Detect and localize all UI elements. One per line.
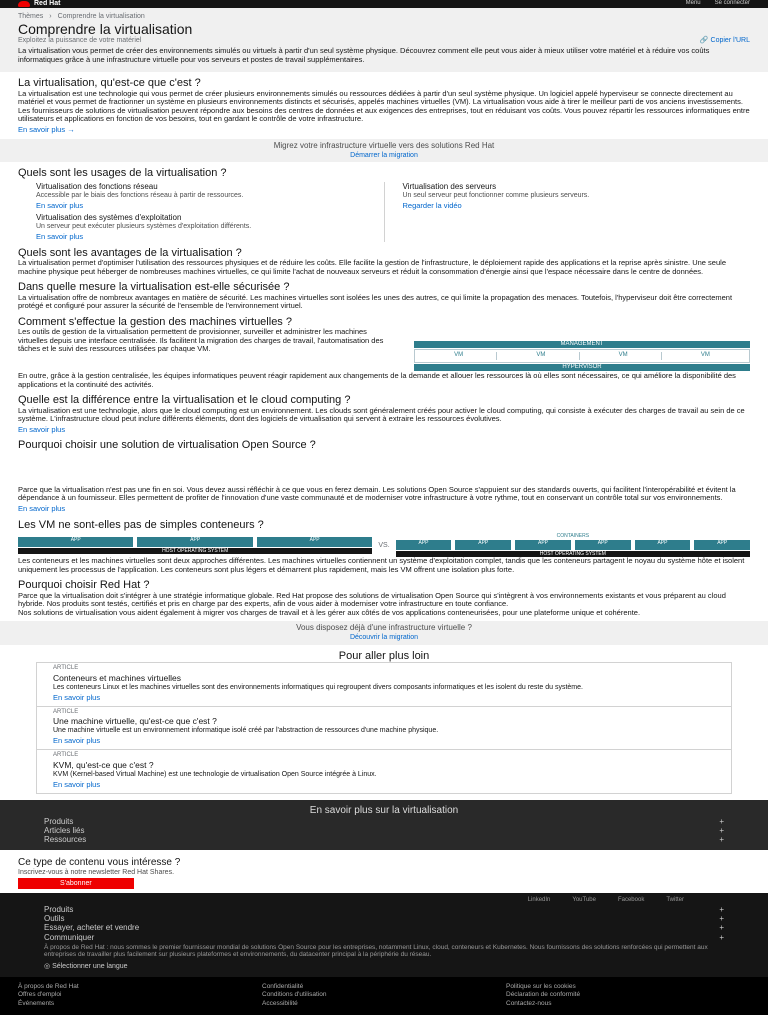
vm-vs-containers-diagram	[18, 533, 750, 557]
banner-text: Vous disposez déjà d'une infrastructure virtuelle ?	[296, 623, 472, 633]
management-layer: MANAGEMENT	[414, 341, 750, 348]
section-paragraph: La virtualisation offre de nombreux avantages en matière de sécurité. Les machines virtuelles sont isolées les unes des autres, ce qui limite la propagation des menaces. Toutefois, l'hyperviseur doit être correctement protégé et configuré pour assurer la sécurité de l'ensemble de l'environnement virtuel.	[18, 292, 733, 311]
related-card[interactable]	[36, 749, 732, 794]
page-intro: La virtualisation vous permet de créer des environnements simulés ou virtuels à partir d'un seul système physique. Découvrez comment elle peut vous aider à mieux utiliser votre matériel et à réduire vos coûts informatiques grâce à une infrastructure virtuelle pour vos serveurs et postes de travail supplémentaires.	[18, 46, 710, 64]
card-title: KVM, qu'est-ce que c'est ?	[53, 759, 154, 770]
migration-banner	[0, 139, 768, 162]
section-heading-benefits: Quels sont les avantages de la virtualisation ?	[18, 246, 242, 259]
red-hat-logo[interactable]	[18, 0, 60, 9]
vm-box: VM	[700, 352, 710, 359]
plus-icon: +	[719, 825, 724, 835]
footer-accordion-item[interactable]	[44, 905, 724, 914]
section-heading-open-source: Pourquoi choisir une solution de virtualisation Open Source ?	[18, 439, 316, 452]
banner-link[interactable]: Démarrer la migration	[350, 152, 418, 159]
card-kind: ARTICLE	[53, 708, 79, 715]
legal-link[interactable]: Contactez-nous	[506, 999, 552, 1007]
plus-icon: +	[719, 904, 724, 914]
page-subtitle: Exploitez la puissance de votre matériel	[18, 37, 142, 45]
accordion-label: Ressources	[44, 835, 87, 844]
app-box: APP	[396, 540, 452, 550]
card-title: Une machine virtuelle, qu'est-ce que c'est ?	[53, 716, 217, 727]
card-kind: ARTICLE	[53, 665, 79, 672]
existing-infrastructure-banner	[0, 621, 768, 644]
plus-icon: +	[719, 914, 724, 924]
vm-box: VM	[503, 352, 579, 360]
breadcrumb-current: Comprendre la virtualisation	[57, 13, 145, 20]
breadcrumb-separator-icon: ›	[49, 13, 52, 20]
facebook-icon[interactable]: Facebook	[617, 897, 645, 904]
use-title: Virtualisation des serveurs	[402, 181, 497, 191]
section-heading-what-is: La virtualisation, qu'est-ce que c'est ?	[18, 77, 201, 90]
footer-accordion-item[interactable]	[44, 914, 724, 923]
related-content	[0, 651, 768, 794]
section-heading-cloud: Quelle est la différence entre la virtualisation et le cloud computing ?	[18, 394, 351, 407]
banner-link[interactable]: Découvrir la migration	[349, 634, 419, 642]
learn-more-link[interactable]: En savoir plus	[53, 736, 101, 746]
use-title: Virtualisation des systèmes d'exploitation	[36, 212, 182, 222]
section-heading-security: Dans quelle mesure la virtualisation est-elle sécurisée ?	[18, 281, 290, 294]
breadcrumb-topics-link[interactable]: Thèmes	[18, 13, 44, 20]
legal-link[interactable]: Offres d'emploi	[18, 991, 62, 999]
accordion-item[interactable]	[44, 835, 724, 844]
section-heading-containers: Les VM ne sont-elles pas de simples conteneurs ?	[18, 518, 264, 531]
site-footer	[0, 893, 768, 977]
section-heading-why-red-hat: Pourquoi choisir Red Hat ?	[18, 579, 150, 592]
learn-more-link[interactable]: En savoir plus	[36, 200, 84, 210]
linkedin-icon[interactable]: LinkedIn	[527, 897, 551, 904]
legal-link[interactable]: Politique sur les cookies	[506, 982, 576, 990]
link-icon: 🔗	[699, 37, 711, 45]
footer-accordion-item[interactable]	[44, 923, 724, 932]
footer-accordion-label: Outils	[44, 914, 65, 924]
subscribe-button[interactable]: S'abonner	[18, 878, 134, 889]
card-description: Une machine virtuelle est un environnement informatique isolé créé par l'abstraction de ressources d'une machine physique.	[53, 727, 439, 735]
watch-video-link[interactable]: Regarder la vidéo	[402, 200, 462, 210]
section-paragraph: Les outils de gestion de la virtualisation permettent de provisionner, surveiller et administrer les machines virtuelles depuis une interface centralisée. Ils facilitent la migration des charges de travail, l'automatisation des tâches et le suivi des ressources utilisées par chaque VM.	[18, 327, 384, 354]
top-navigation	[0, 0, 768, 8]
accordion-item[interactable]	[44, 817, 724, 826]
app-box: APP	[18, 537, 133, 547]
hypervisor-layer: HYPERVISOR	[414, 364, 750, 371]
footer-accordion-label: Produits	[44, 904, 74, 914]
login-link[interactable]: Se connecter	[714, 0, 750, 7]
footer-accordion-label: Essayer, acheter et vendre	[44, 923, 140, 933]
legal-link[interactable]: Déclaration de conformité	[506, 991, 581, 999]
learn-more-heading: En savoir plus sur la virtualisation	[309, 804, 459, 816]
related-card[interactable]	[36, 706, 732, 750]
section-paragraph: Parce que la virtualisation n'est pas une fin en soi. Vous devez aussi réfléchir à ce que vous en ferez demain. Les solutions Open Source s'appuient sur des standards ouverts, qui facilitent l'interopérabilité et évitent la dépendance à un fournisseur. Elles permettent de profiter de l'innovation d'une vaste communauté et de moderniser votre infrastructure à votre rythme, tout en conservant un contrôle total sur vos environnements.	[18, 484, 736, 503]
footer-about: À propos de Red Hat : nous sommes le premier fournisseur mondial de solutions Open Source pour les entreprises, notamment Linux, cloud, conteneurs et Kubernetes. Nous fournissons des solutions renforcées qui permettent aux entreprises de travailler plus facilement sur plusieurs plateformes et environnements, du datacenter principal à la périphérie du réseau.	[44, 943, 708, 959]
app-box: APP	[635, 540, 691, 550]
learn-more-link[interactable]: En savoir plus	[36, 231, 84, 241]
legal-link[interactable]: Accessibilité	[262, 999, 298, 1007]
app-box: APP	[455, 540, 511, 550]
hypervisor-diagram	[414, 340, 750, 372]
breadcrumb	[18, 12, 750, 21]
section-paragraph: Les fournisseurs de solutions de virtualisation peuvent répondre aux besoins des centres de données et aux exigences des entreprises, tout en réduisant vos coûts. Vous pouvez répartir les ressources informatiques entre utilisateurs et applications en fonction de vos besoins, tout en gardant le contrôle de votre infrastructure.	[18, 105, 750, 124]
logo-text: Red Hat	[34, 0, 61, 8]
page-header	[0, 8, 768, 72]
language-selector[interactable]	[44, 962, 724, 971]
vm-box: VM	[586, 352, 662, 360]
vm-box: VM	[421, 352, 497, 360]
app-box: APP	[515, 540, 571, 550]
legal-link[interactable]: Confidentialité	[262, 982, 304, 990]
plus-icon: +	[719, 816, 724, 826]
learn-more-link[interactable]: En savoir plus	[18, 503, 66, 513]
red-hat-icon	[18, 1, 30, 7]
plus-icon: +	[719, 932, 724, 942]
newsletter-question: Ce type de contenu vous intéresse ?	[18, 857, 181, 869]
accordion-label: Articles liés	[44, 825, 85, 835]
versus-label: VS.	[378, 541, 390, 549]
menu-button[interactable]: Menu	[685, 0, 701, 7]
containers-label: CONTAINERS	[396, 533, 750, 539]
legal-link[interactable]: Conditions d'utilisation	[262, 991, 327, 999]
host-os-layer: HOST OPERATING SYSTEM	[396, 551, 750, 557]
copy-url-label: Copier l'URL	[710, 37, 750, 45]
learn-more-label: En savoir plus	[18, 124, 66, 134]
section-paragraph: La virtualisation permet d'optimiser l'utilisation des ressources physiques et de réduire les coûts. Elle facilite la gestion de l'infrastructure, le déploiement rapide des applications et la reprise après sinistre. Une seule machine physique peut héberger de nombreuses machines virtuelles, ce qui limite l'achat de nouveaux serveurs et réduit la consommation d'énergie ainsi que l'espace nécessaire dans le centre de données.	[18, 258, 726, 276]
newsletter-text: Inscrivez-vous à notre newsletter Red Hat Shares.	[18, 869, 175, 877]
arrow-right-icon: →	[67, 124, 75, 134]
section-paragraph: En outre, grâce à la gestion centralisée, les équipes informatiques peuvent réagir rapidement aux changements de la demande et allouer les ressources là où elles sont nécessaires, ce qui améliore la disponibilité des applications et la continuité des activités.	[18, 371, 736, 389]
card-kind: ARTICLE	[53, 752, 79, 759]
learn-more-link[interactable]	[18, 125, 750, 135]
youtube-icon[interactable]: YouTube	[572, 897, 596, 904]
plus-icon: +	[719, 923, 724, 933]
app-box: APP	[694, 540, 750, 550]
page-title: Comprendre la virtualisation	[18, 21, 193, 38]
related-heading: Pour aller plus loin	[338, 649, 430, 662]
card-description: Les conteneurs Linux et les machines virtuelles sont des environnements informatiques qui regroupent divers composants informatiques et les isolent du reste du système.	[53, 683, 583, 691]
footer-accordion-label: Communiquer	[44, 932, 95, 942]
use-title: Virtualisation des fonctions réseau	[36, 181, 158, 191]
learn-more-link[interactable]: En savoir plus	[53, 779, 101, 789]
learn-more-section	[0, 800, 768, 851]
use-description: Accessible par le biais des fonctions réseau à partir de ressources.	[36, 192, 244, 200]
learn-more-link[interactable]: En savoir plus	[18, 424, 66, 434]
app-box: APP	[257, 537, 372, 547]
accordion-item[interactable]	[44, 826, 724, 835]
card-description: KVM (Kernel-based Virtual Machine) est une technologie de virtualisation Open Source intégrée à Linux.	[53, 770, 377, 778]
section-heading-management: Comment s'effectue la gestion des machines virtuelles ?	[18, 315, 292, 328]
section-paragraph: La virtualisation est une technologie, alors que le cloud computing est un environnement. Les clouds sont généralement créés pour activer le cloud computing, qui consiste à exécuter des charges de travail au sein de ce système. L'infrastructure cloud peut inclure différents éléments, dont des logiciels de virtualisation qui servent à extraire les ressources évolutives.	[18, 405, 745, 424]
section-heading-uses: Quels sont les usages de la virtualisation ?	[18, 167, 227, 180]
copy-url-button[interactable]	[700, 36, 750, 45]
section-paragraph: Parce que la virtualisation doit s'intégrer à une stratégie informatique globale. Red Hat propose des solutions de virtualisation Open Source qui s'intègrent à vos environnements existants et vous préparent au cloud hybride. Nos produits sont testés, certifiés et pris en charge par des experts, afin de vous aider à moderniser votre infrastructure en toute confiance.	[18, 590, 726, 609]
use-description: Un seul serveur peut fonctionner comme plusieurs serveurs.	[402, 192, 590, 200]
related-card[interactable]	[36, 662, 732, 706]
legal-footer	[0, 977, 768, 1015]
plus-icon: +	[719, 835, 724, 844]
host-os-layer: HOST OPERATING SYSTEM	[18, 548, 372, 554]
section-paragraph: Nos solutions de virtualisation vous aident également à migrer vos charges de travail et à les gérer aux côtés de vos applications conteneurisées, pour une plateforme unique et cohérente.	[18, 607, 641, 617]
app-box: APP	[137, 537, 252, 547]
card-title: Conteneurs et machines virtuelles	[53, 672, 182, 683]
use-description: Un serveur peut exécuter plusieurs systèmes d'exploitation différents.	[36, 223, 252, 231]
legal-link[interactable]: Événements	[18, 999, 55, 1007]
section-paragraph: La virtualisation est une technologie qui vous permet de créer plusieurs environnements simulés ou ressources dédiées à partir d'un seul système physique. Un logiciel appelé hyperviseur se connecte directement au matériel et vous permet de fractionner un système en plusieurs environnements distincts et sécurisés, appelés machines virtuelles (VM). La virtualisation vous aide à tirer le meilleur parti de vos anciens investissements.	[18, 88, 743, 107]
footer-accordion-item[interactable]	[44, 933, 724, 942]
language-label: Sélectionner une langue	[52, 962, 128, 970]
globe-icon: ◎	[44, 962, 53, 970]
learn-more-link[interactable]: En savoir plus	[53, 692, 101, 702]
newsletter-section	[0, 850, 768, 893]
twitter-icon[interactable]: Twitter	[666, 897, 684, 904]
section-paragraph: Les conteneurs et les machines virtuelles sont deux approches différentes. Les machines virtuelles contiennent un système d'exploitation complet, tandis que les conteneurs partagent le noyau du système hôte et isolent uniquement les processus de l'application. Les conteneurs sont plus légers et démarrent plus rapidement, mais les VM offrent une isolation plus forte.	[18, 556, 745, 574]
app-box: APP	[575, 540, 631, 550]
banner-text: Migrez votre infrastructure virtuelle vers des solutions Red Hat	[273, 140, 495, 150]
legal-link[interactable]: À propos de Red Hat	[18, 982, 79, 990]
accordion-label: Produits	[44, 816, 74, 826]
